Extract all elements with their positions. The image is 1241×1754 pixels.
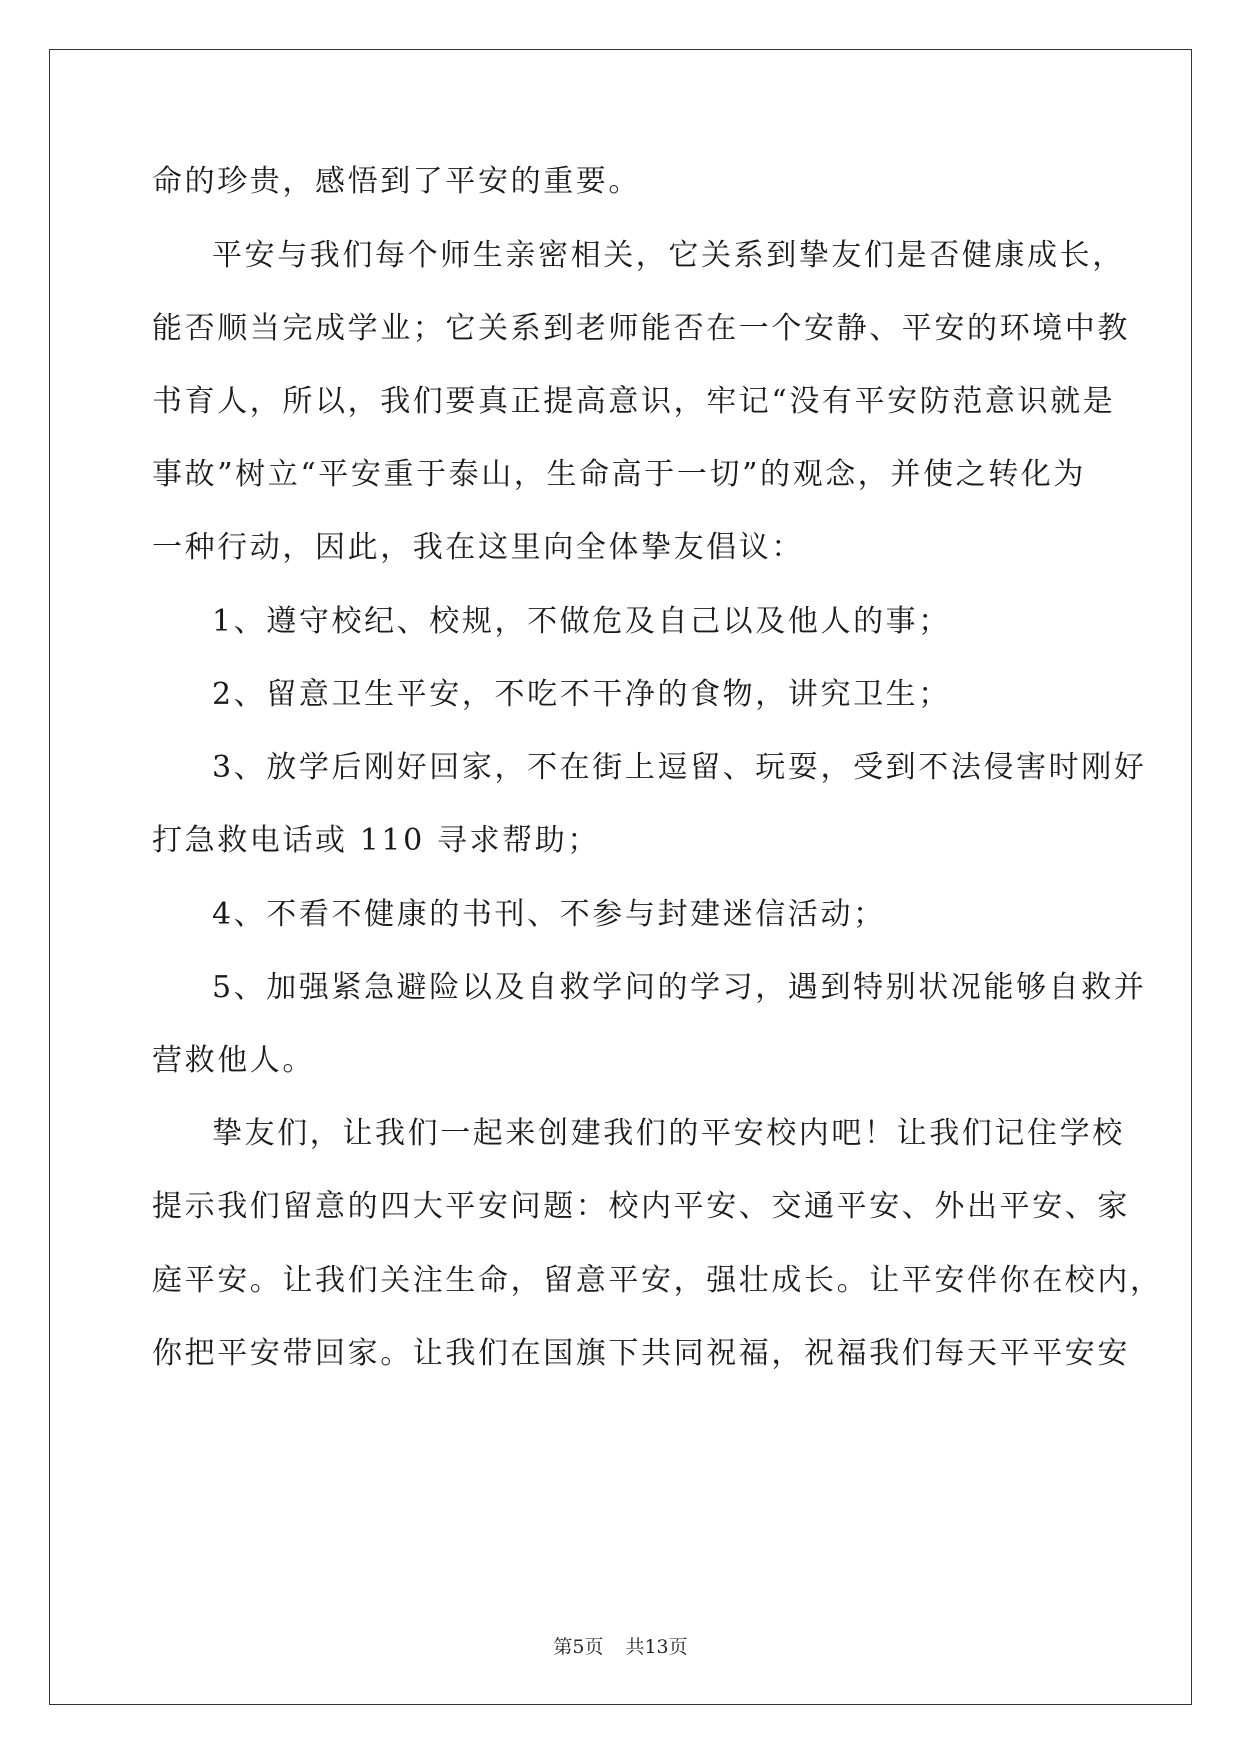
text-line-14: 挚友们，让我们一起来创建我们的平安校内吧！让我们记住学校 — [212, 1116, 1125, 1151]
text-line-6: 一种行动，因此，我在这里向全体挚友倡议： — [152, 530, 804, 565]
text-line-8: 2、留意卫生平安，不吃不干净的食物，讲究卫生； — [212, 677, 951, 712]
text-line-7: 1、遵守校纪、校规，不做危及自己以及他人的事； — [212, 604, 951, 639]
text-line-4: 书育人，所以，我们要真正提高意识，牢记“没有平安防范意识就是 — [152, 384, 1116, 419]
page-total: 共13页 — [625, 1636, 688, 1658]
page-footer — [0, 1632, 1241, 1659]
text-line-10: 打急救电话或 110 寻求帮助； — [152, 823, 600, 858]
text-line-2: 平安与我们每个师生亲密相关，它关系到挚友们是否健康成长， — [212, 238, 1125, 273]
text-line-5: 事故”树立“平安重于泰山，生命高于一切”的观念，并使之转化为 — [152, 457, 1087, 492]
text-line-15: 提示我们留意的四大平安问题：校内平安、交通平安、外出平安、家 — [152, 1189, 1130, 1224]
text-line-16: 庭平安。让我们关注生命，留意平安，强壮成长。让平安伴你在校内， — [152, 1263, 1163, 1298]
text-line-9: 3、放学后刚好回家，不在街上逗留、玩耍，受到不法侵害时刚好 — [212, 750, 1147, 785]
text-line-3: 能否顺当完成学业；它关系到老师能否在一个安静、平安的环境中教 — [152, 311, 1130, 346]
page-border — [49, 49, 1192, 1705]
text-line-1: 命的珍贵，感悟到了平安的重要。 — [152, 164, 641, 199]
text-line-17: 你把平安带回家。让我们在国旗下共同祝福，祝福我们每天平平安安 — [152, 1336, 1130, 1371]
text-line-12: 5、加强紧急避险以及自救学问的学习，遇到特别状况能够自救并 — [212, 970, 1147, 1005]
page-number: 第5页 — [553, 1636, 604, 1658]
text-line-13: 营救他人。 — [152, 1043, 315, 1078]
text-line-11: 4、不看不健康的书刊、不参与封建迷信活动； — [212, 897, 886, 932]
